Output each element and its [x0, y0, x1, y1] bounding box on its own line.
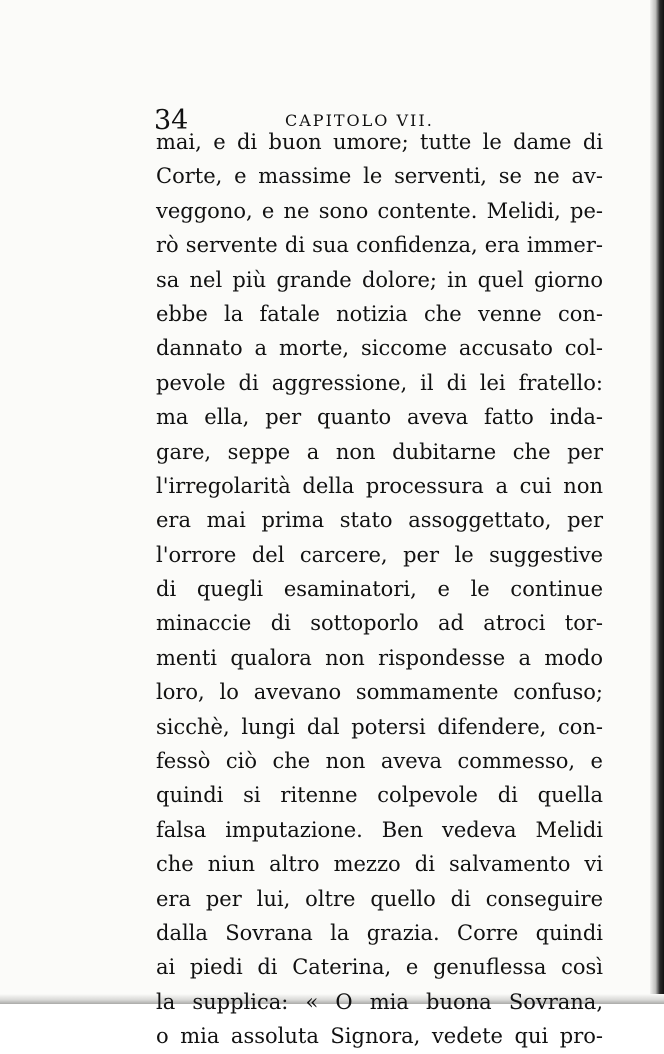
text-line: la supplica: « O mia buona Sovrana, [156, 989, 603, 1014]
text-line: era mai prima stato assoggettato, per [156, 508, 603, 533]
page-number: 34 [154, 105, 189, 136]
text-line: menti qualora non rispondesse a modo [156, 645, 603, 670]
text-line: dalla Sovrana la grazia. Corre quindi [156, 920, 603, 945]
text-line: dannato a morte, siccome accusato col- [156, 336, 603, 361]
text-line: che niun altro mezzo di salvamento vi [156, 852, 603, 877]
text-line: ma ella, per quanto aveva fatto inda- [156, 405, 603, 430]
text-line: veggono, e ne sono contente. Melidi, pe- [156, 198, 603, 223]
text-line: quindi si ritenne colpevole di quella [156, 783, 603, 808]
text-line: l'irregolarità della processura a cui non [156, 473, 603, 498]
text-line: minaccie di sottoporlo ad atroci tor- [156, 611, 603, 636]
text-line: gare, seppe a non dubitarne che per [156, 439, 603, 464]
text-line: o mia assoluta Signora, vedete qui pro- [156, 1024, 603, 1049]
text-line: sa nel più grande dolore; in quel giorno [156, 267, 603, 292]
text-line: pevole di aggressione, il di lei fratello: [156, 370, 603, 395]
text-line: Corte, e massime le serventi, se ne av- [156, 164, 603, 189]
running-title: CAPITOLO VII. [285, 111, 434, 130]
text-line: rò servente di sua confidenza, era immer- [156, 233, 603, 258]
text-line: falsa imputazione. Ben vedeva Melidi [156, 817, 603, 842]
text-line: mai, e di buon umore; tutte le dame di [156, 130, 603, 154]
text-line: ai piedi di Caterina, e genuflessa così [156, 955, 603, 980]
text-line: era per lui, oltre quello di conseguire [156, 886, 603, 911]
text-line: fessò ciò che non aveva commesso, e [156, 749, 603, 774]
text-line: di quegli esaminatori, e le continue [156, 577, 603, 602]
text-line: ebbe la fatale notizia che venne con- [156, 301, 603, 326]
page-edge-shadow [650, 0, 664, 1004]
body-text [156, 125, 603, 1054]
text-line: loro, lo avevano sommamente confuso; [156, 680, 603, 705]
text-line: l'orrore del carcere, per le suggestive [156, 542, 603, 567]
text-line: sicchè, lungi dal potersi difendere, con- [156, 714, 603, 739]
